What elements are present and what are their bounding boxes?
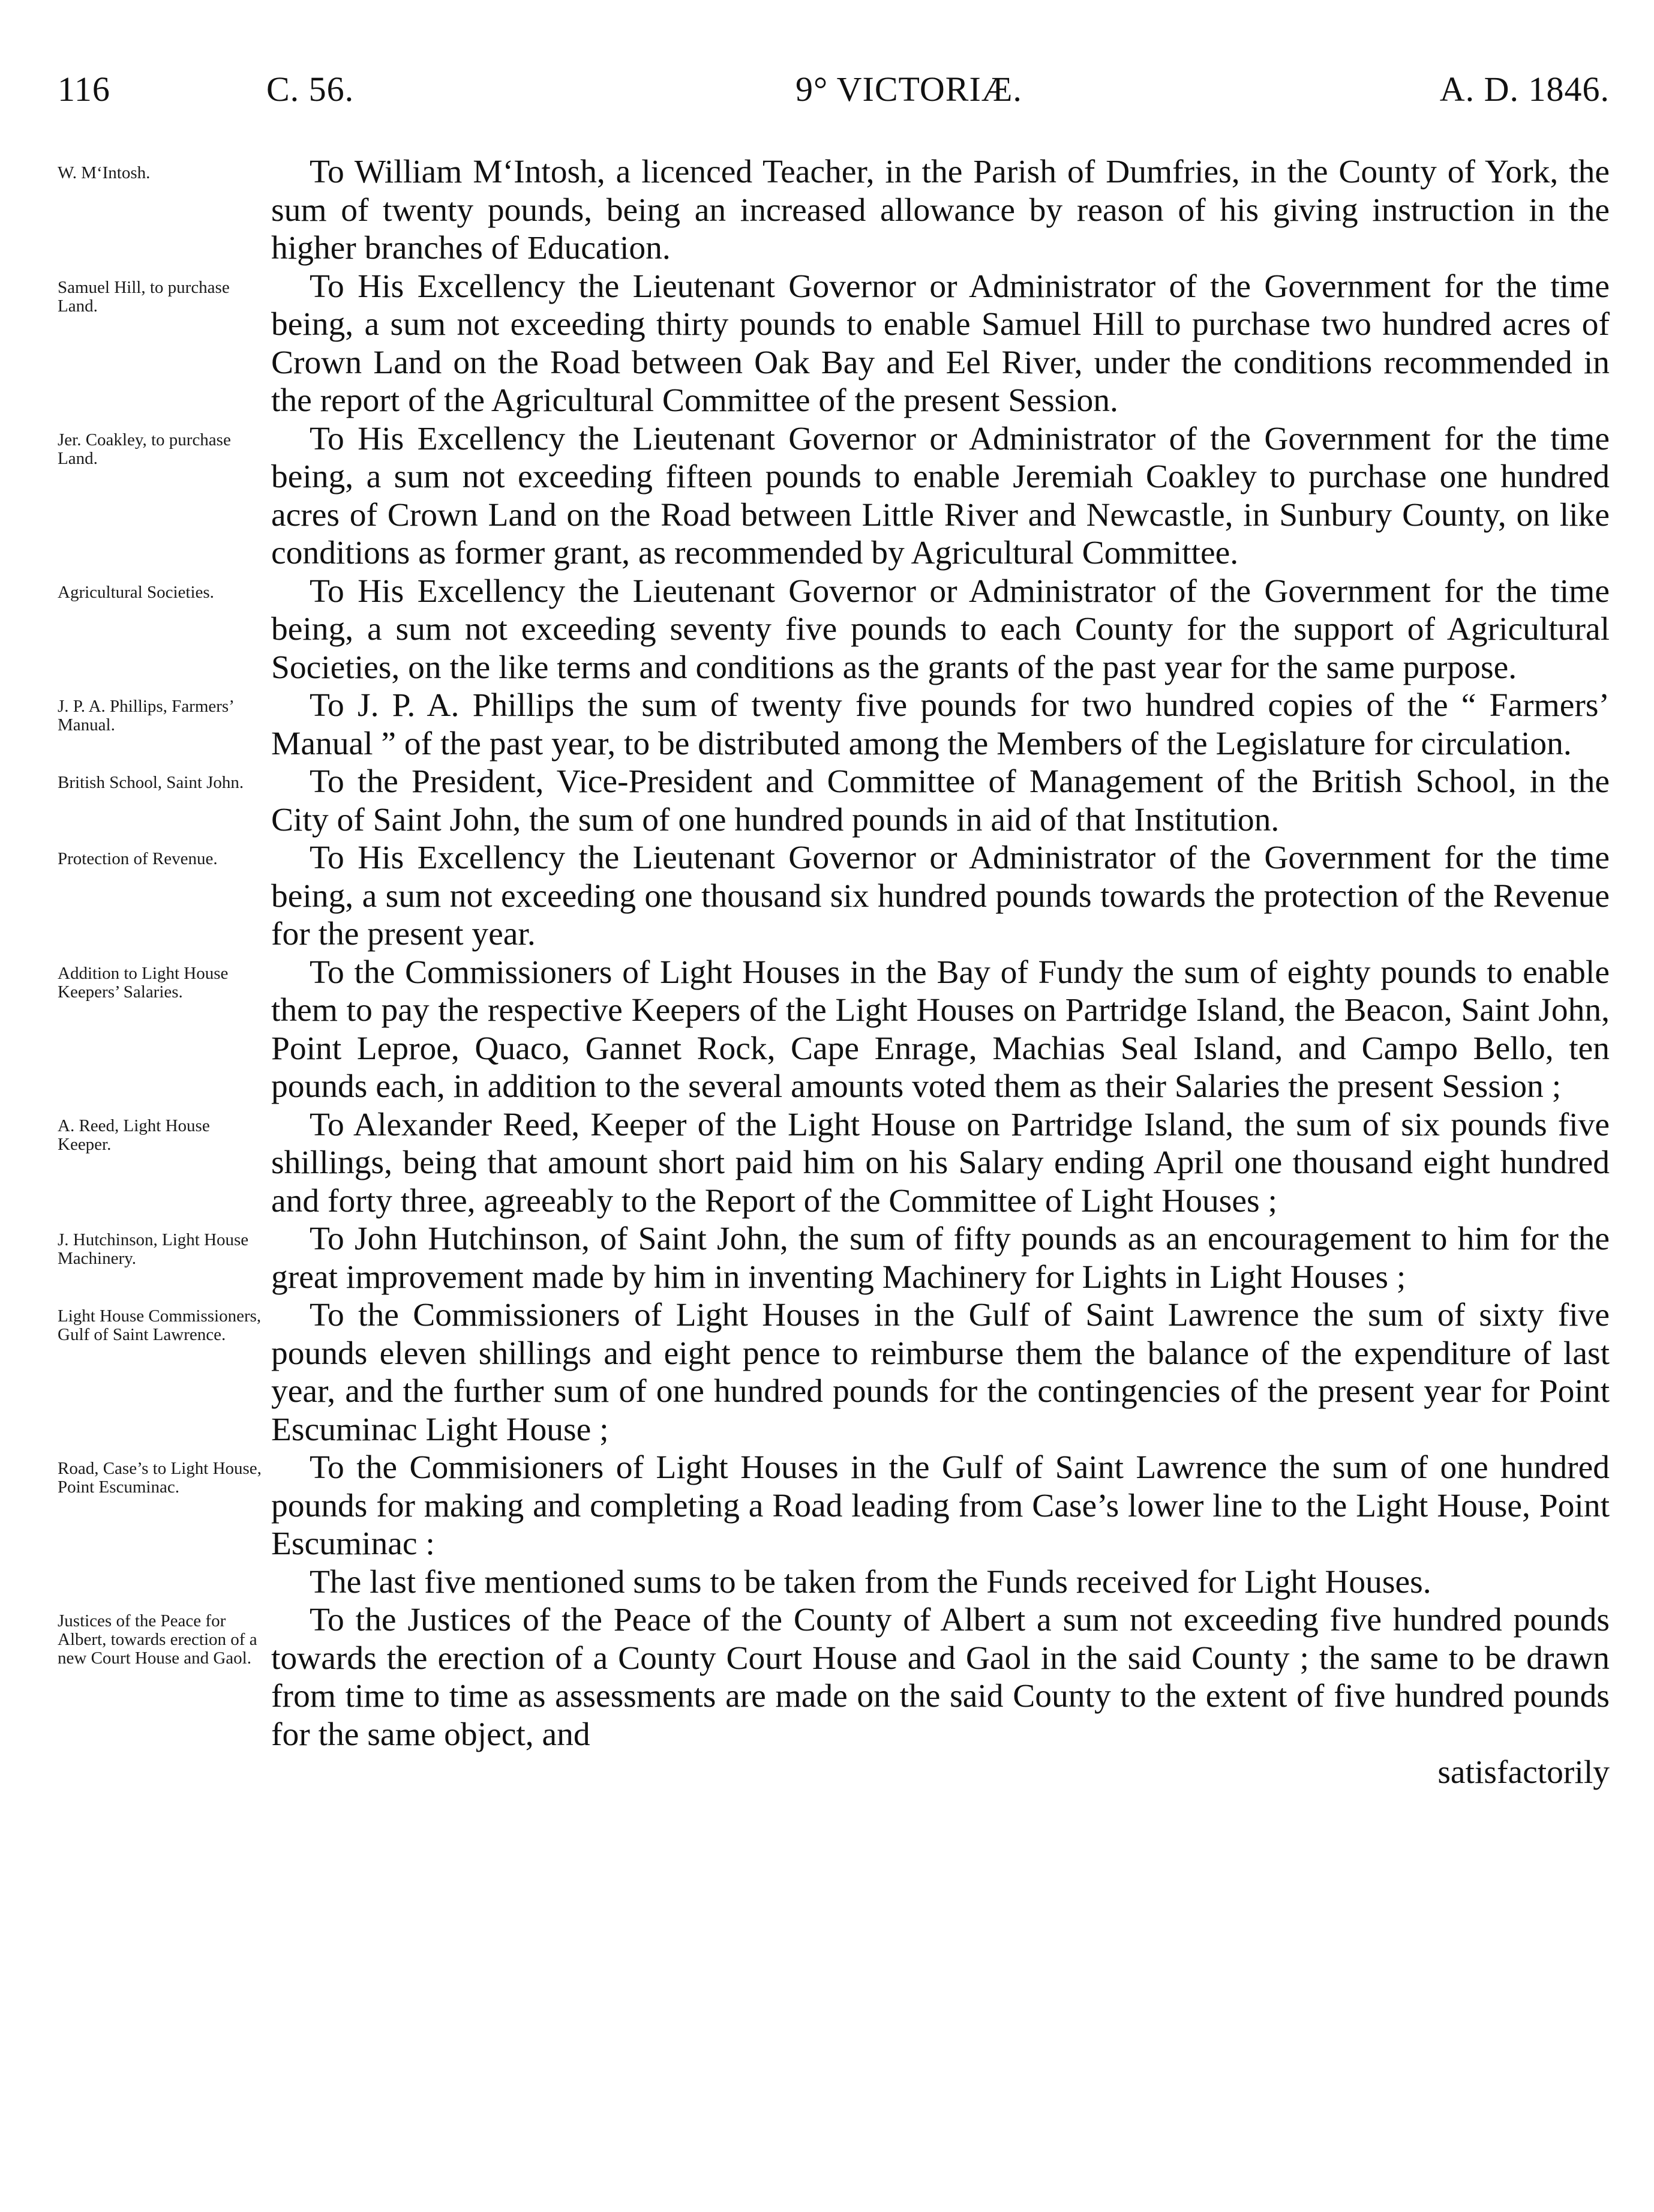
entry-text: The last five mentioned sums to be taken from the Funds received for Light Houses. — [310, 1563, 1431, 1600]
regnal-year: 9° VICTORIÆ. — [796, 70, 1022, 109]
entry-text: To John Hutchinson, of Saint John, the sum of fifty pounds as an encouragement to him for the great improvement made by him in inventing Machinery for Lights in Light Houses ; — [271, 1221, 1610, 1296]
entry-coakley — [58, 420, 1610, 573]
entry-text: To J. P. A. Phillips the sum of twenty five pounds for two hundred copies of the “ Farmers’ Manual ” of the past year, to be distributed among the Members of the Legislature for circulation. — [271, 687, 1610, 762]
page-number: 116 — [58, 70, 110, 109]
margin-note: Addition to Light House Keepers’ Salaries. — [58, 963, 229, 1002]
entry-light-house-funds — [58, 1563, 1610, 1602]
margin-note: Agricultural Societies. — [58, 582, 214, 602]
margin-note: W. M‘Intosh. — [58, 163, 151, 182]
entry-escuminac-road — [58, 1449, 1610, 1563]
margin-note: Jer. Coakley, to purchase Land. — [58, 430, 231, 468]
entry-text: To the Commissioners of Light Houses in the Bay of Fundy the sum of eighty pounds to enable them to pay the respective Keepers of the Light Houses on Partridge Island, the Beacon, Saint John, Point Leproe, Quaco, Gannet Rock, Cape Enrage, Machias Seal Island, and Campo Bello, ten pounds each, in addition to the several amounts voted them as their Salaries the present Session ; — [271, 954, 1610, 1105]
margin-note: Justices of the Peace for Albert, towards erection of a new Court House and Gaol. — [58, 1611, 257, 1668]
entry-text: To the Commisioners of Light Houses in the Gulf of Saint Lawrence the sum of one hundred pounds for making and completing a Road leading from Case’s lower line to the Light House, Point Escuminac : — [271, 1449, 1610, 1562]
running-header — [58, 69, 1610, 111]
entry-text: To Alexander Reed, Keeper of the Light House on Partridge Island, the sum of six pounds five shillings, being that amount short paid him on his Salary ending April one thousand eight hundred and forty three, agreeably to the Report of the Committee of Light Houses ; — [271, 1106, 1610, 1219]
margin-note: J. Hutchinson, Light House Machinery. — [58, 1230, 249, 1268]
entry-mcintosh — [58, 153, 1610, 268]
margin-note: Protection of Revenue. — [58, 849, 218, 868]
entry-reed — [58, 1106, 1610, 1221]
margin-note: British School, Saint John. — [58, 773, 244, 792]
entry-revenue-protection — [58, 839, 1610, 954]
margin-note: Road, Case’s to Light House, Point Escuminac. — [58, 1459, 262, 1497]
entry-text: To the President, Vice-President and Committee of Management of the British School, in the City of Saint John, the sum of one hundred pounds in aid of that Institution. — [271, 763, 1610, 838]
entry-agricultural-societies — [58, 573, 1610, 687]
entry-text: To His Excellency the Lieutenant Governor or Administrator of the Government for the time being, a sum not exceeding seventy five pounds to each County for the support of Agricultural Societies, on the like terms and conditions as the grants of the past year for the same purpose. — [271, 573, 1610, 686]
entry-british-school — [58, 763, 1610, 839]
margin-note: Light House Commissioners, Gulf of Saint Lawrence. — [58, 1306, 262, 1344]
document-body — [58, 153, 1610, 1792]
margin-note: J. P. A. Phillips, Farmers’ Manual. — [58, 697, 233, 735]
margin-note — [58, 1563, 271, 1574]
chapter-number: C. 56. — [266, 70, 355, 109]
entry-hutchinson — [58, 1220, 1610, 1296]
entry-samuel-hill — [58, 268, 1610, 420]
margin-note: A. Reed, Light House Keeper. — [58, 1116, 210, 1154]
entry-light-house-keepers — [58, 954, 1610, 1106]
entry-phillips — [58, 687, 1610, 763]
entry-text: To His Excellency the Lieutenant Governor or Administrator of the Government for the time being, a sum not exceeding one thousand six hundred pounds towards the protection of the Revenue for the present year. — [271, 840, 1610, 952]
entry-albert-justices — [58, 1601, 1610, 1754]
margin-note: Samuel Hill, to purchase Land. — [58, 277, 230, 316]
entry-gulf-commissioners — [58, 1296, 1610, 1449]
entry-text: To His Excellency the Lieutenant Governor or Administrator of the Government for the time being, a sum not exceeding thirty pounds to enable Samuel Hill to purchase two hundred acres of Crown Land on the Road between Oak Bay and Eel River, under the conditions recommended in the report of the Agricultural Committee of the present Session. — [271, 268, 1610, 419]
calendar-year: A. D. 1846. — [1439, 70, 1610, 109]
entry-text: To William M‘Intosh, a licenced Teacher, in the Parish of Dumfries, in the County of York, the sum of twenty pounds, being an increased allowance by reason of his giving instruction in the higher branches of Education. — [271, 154, 1610, 266]
entry-text: To His Excellency the Lieutenant Governor or Administrator of the Government for the time being, a sum not exceeding fifteen pounds to enable Jeremiah Coakley to purchase one hundred acres of Crown Land on the Road between Little River and Newcastle, in Sunbury County, on like conditions as former grant, as recommended by Agricultural Committee. — [271, 420, 1610, 571]
entry-text: To the Justices of the Peace of the County of Albert a sum not exceeding five hundred pounds towards the erection of a County Court House and Gaol in the said County ; the same to be drawn from time to time as assessments are made on the said County to the extent of five hundred pounds for the same object, and — [271, 1602, 1610, 1753]
catchword: satisfactorily — [1437, 1754, 1610, 1791]
entry-text: To the Commissioners of Light Houses in the Gulf of Saint Lawrence the sum of sixty five pounds eleven shillings and eight pence to reimburse them the balance of the expenditure of last year, and the further sum of one hundred pounds for the contingencies of the present year for Point Escuminac Light House ; — [271, 1297, 1610, 1448]
